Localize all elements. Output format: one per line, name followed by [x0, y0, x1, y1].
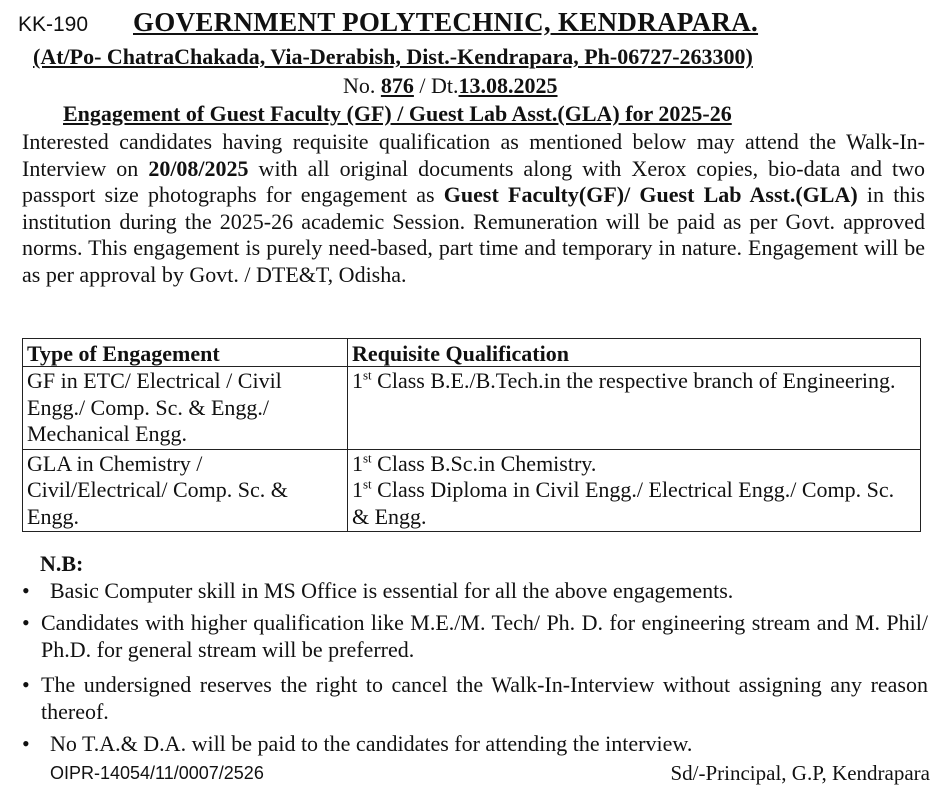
institution-address: (At/Po- ChatraChakada, Via-Derabish, Dist.-Kendrapara, Ph-06727-263300): [33, 44, 753, 69]
signature: Sd/-Principal, G.P, Kendrapara: [670, 761, 930, 785]
bullet-icon: •: [22, 610, 30, 635]
nb-item: [22, 672, 928, 725]
interview-date: 20/08/2025: [148, 155, 249, 181]
qualification-table: [22, 338, 921, 532]
engagement-type-cell: GF in ETC/ Electrical / Civil Engg./ Comp. Sc. & Engg./ Mechanical Engg.: [23, 367, 348, 450]
header-type: Type of Engagement: [23, 339, 348, 367]
nb-item-text: No T.A.& D.A. will be paid to the candidates for attending the interview.: [50, 731, 693, 756]
intro-text-2: with all original documents along with Xerox copies, bio-data and two passport size photographs for engagement as: [22, 155, 925, 207]
ref-no-prefix: No.: [343, 73, 376, 98]
intro-text-1: Interested candidates having requisite qualification as mentioned below may attend the Walk-In-Interview on: [22, 129, 925, 181]
qualification-item: 1st Class B.E./B.Tech.in the respective branch of Engineering.: [352, 367, 896, 393]
qualification-item: 1st Class Diploma in Civil Engg./ Electrical Engg./ Comp. Sc. & Engg.: [352, 476, 895, 529]
nb-item: [22, 610, 928, 663]
nb-item: [22, 731, 928, 758]
qualification-cell: [348, 449, 921, 532]
intro-text-3: in this institution during the 2025-26 academic Session. Remuneration will be paid as per Govt. approved norms. This engagement is purely need-based, part time and temporary in nature. Engagement will be as per approval by Govt. / DTE&T, Odisha.: [22, 182, 925, 287]
bullet-icon: •: [22, 578, 30, 603]
table-row: [23, 449, 921, 532]
header-qualification: Requisite Qualification: [348, 339, 921, 367]
notice-code: KK-190: [18, 13, 89, 36]
ref-date-prefix: / Dt.: [419, 73, 459, 98]
intro-paragraph: [22, 129, 925, 288]
table-row: [23, 367, 921, 450]
role-highlight: Guest Faculty(GF)/ Guest Lab Asst.(GLA): [443, 182, 858, 207]
engagement-type-cell: GLA in Chemistry / Civil/Electrical/ Comp. Sc. & Engg.: [23, 449, 348, 532]
qualification-item: 1st Class B.Sc.in Chemistry.: [352, 450, 597, 476]
reference-line: [343, 73, 558, 99]
ref-date: 13.08.2025: [458, 73, 558, 98]
nb-item: [22, 578, 928, 605]
nb-item-text: Basic Computer skill in MS Office is essential for all the above engagements.: [50, 578, 734, 603]
bullet-icon: •: [22, 672, 30, 697]
table-header-row: [23, 339, 921, 367]
qualification-cell: [348, 367, 921, 450]
ref-number: 876: [380, 73, 414, 98]
nb-item-text: Candidates with higher qualification like M.E./M. Tech/ Ph. D. for engineering stream and M. Phil/ Ph.D. for general stream will be preferred.: [41, 610, 928, 662]
nb-item-text: The undersigned reserves the right to cancel the Walk-In-Interview without assigning any reason thereof.: [41, 672, 928, 724]
institution-title: GOVERNMENT POLYTECHNIC, KENDRAPARA.: [133, 7, 759, 37]
oipr-number: OIPR-14054/11/0007/2526: [50, 763, 264, 783]
bullet-icon: •: [22, 731, 30, 756]
nb-label: N.B:: [40, 551, 84, 576]
notice-heading: Engagement of Guest Faculty (GF) / Guest Lab Asst.(GLA) for 2025-26: [63, 101, 732, 126]
